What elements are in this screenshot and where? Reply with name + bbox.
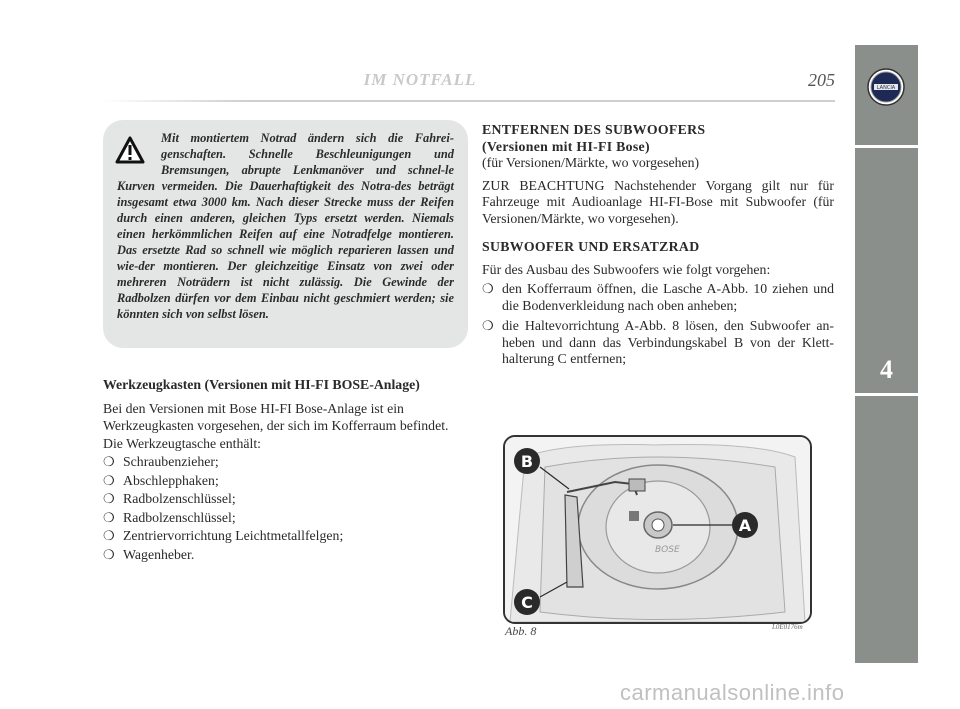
bullet-icon: ❍ — [482, 318, 494, 333]
label-b: B — [520, 452, 534, 471]
logo-text: LANCIA — [876, 85, 896, 91]
toolbox-intro: Bei den Versionen mit Bose HI-FI Bose-Anlage ist ein Werkzeugkasten vorgesehen, der sich im Kofferraum befindet. — [103, 400, 449, 433]
bullet-icon: ❍ — [103, 454, 115, 469]
figure-code: L0E0176m — [772, 623, 803, 631]
warning-text — [117, 130, 454, 322]
subwoofer-section — [482, 122, 834, 372]
label-a: A — [738, 516, 752, 535]
list-item — [103, 509, 453, 527]
bullet-icon: ❍ — [103, 491, 115, 506]
bullet-icon: ❍ — [103, 472, 115, 488]
list-item — [103, 472, 453, 490]
subwoofer-illustration — [505, 437, 810, 622]
list-item — [103, 490, 453, 508]
page-number: 205 — [808, 70, 835, 90]
bullet-icon: ❍ — [103, 509, 115, 525]
subwoofer-figure — [503, 435, 812, 624]
list-item — [103, 546, 453, 564]
list-item-text: den Kofferraum öffnen, die Lasche A-Abb. 10 ziehen und die Bodenverkleidung nach oben anheben; — [502, 281, 834, 313]
watermark: carmanualsonline.info — [620, 680, 845, 705]
subwoofer-section-intro: Für des Ausbau des Subwoofers wie folgt vorgehen: — [482, 261, 771, 277]
toolbox-section — [103, 376, 453, 564]
list-item-text: Wagenheber. — [123, 546, 195, 562]
subwoofer-heading-versions: (Versionen mit HI-FI Bose) — [482, 138, 650, 154]
lancia-logo — [866, 67, 906, 107]
bose-logo-text: BOSE — [655, 545, 680, 555]
list-item-text: Radbolzenschlüssel; — [123, 509, 236, 525]
toolbox-list — [103, 453, 453, 563]
list-item — [103, 527, 453, 545]
warning-text-content: Mit montiertem Notrad ändern sich die Fahrei-genschaften. Schnelle Beschleunigungen und Bremsungen, abrupte Lenkmanöver und schnel-le Kurven vermeiden. Die Dauerhaftigkeit des Notra-des beträgt insgesamt etwa 3000 km. Nach dieser Strecke muss der Reifen durch einen anderen, gleichen Typs ersetzt werden. Niemals einen herkömmlichen Reifen auf eine Notradfelge montieren. Das ersetzte Rad so schnell wie möglich reparieren lassen und wie-der montieren. Der gleichzeitige Einsatz von zwei oder mehreren Noträdern ist nicht zulässig. Die Gewinde der Radbolzen dürfen vor dem Einbau nicht geschmiert werden; sie könnten sich von selbst lösen. — [117, 131, 454, 321]
list-item — [103, 453, 453, 471]
chapter-sidebar — [855, 45, 918, 663]
header-rule — [100, 100, 835, 102]
label-c: C — [521, 593, 533, 612]
list-item-text: Schraubenzieher; — [123, 454, 219, 469]
list-item-text: Zentriervorrichtung Leichtmetallfelgen; — [123, 528, 344, 543]
bullet-icon: ❍ — [482, 281, 494, 296]
subwoofer-heading-markets: (für Versionen/Märkte, wo vorgesehen) — [482, 155, 700, 170]
subwoofer-section-heading: SUBWOOFER UND ERSATZRAD — [482, 239, 700, 254]
chapter-number: 4 — [880, 355, 893, 384]
list-item-text: Radbolzenschlüssel; — [123, 491, 236, 506]
subwoofer-heading: ENTFERNEN DES SUBWOOFERS — [482, 122, 706, 137]
subwoofer-note: ZUR BEACHTUNG Nachstehender Vorgang gilt nur für Fahrzeuge mit Audioanlage HI-FI-Bose mit Subwoofer (für Versionen/Märkte, wo vorgesehen). — [482, 177, 834, 226]
sidebar-divider — [855, 393, 918, 396]
subwoofer-steps — [482, 281, 834, 368]
sidebar-divider — [855, 145, 918, 148]
bullet-icon: ❍ — [103, 528, 115, 543]
toolbox-contains: Die Werkzeugtasche enthält: — [103, 435, 261, 451]
list-item — [482, 318, 834, 368]
list-item-text: die Haltevorrichtung A-Abb. 8 lösen, den Subwoofer an-heben und dann das Verbindungskabel B von der Klett-halterung C entfernen; — [502, 318, 834, 366]
bullet-icon: ❍ — [103, 546, 115, 562]
figure-caption: Abb. 8 — [505, 624, 537, 638]
warning-box — [103, 120, 468, 348]
running-header: IM NOTFALL — [363, 70, 477, 89]
list-item-text: Abschlepphaken; — [123, 472, 219, 488]
list-item — [482, 281, 834, 314]
toolbox-heading: Werkzeugkasten (Versionen mit HI-FI BOSE-Anlage) — [103, 377, 420, 392]
